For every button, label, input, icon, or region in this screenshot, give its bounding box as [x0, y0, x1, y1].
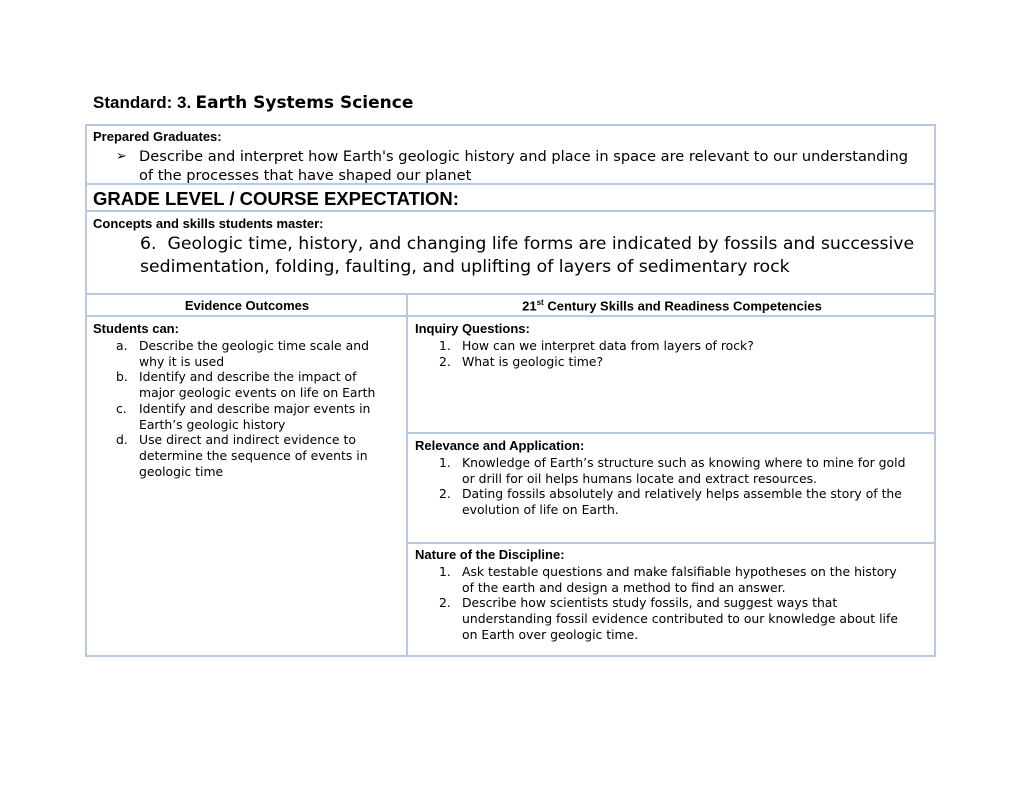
grade-level-heading: GRADE LEVEL / COURSE EXPECTATION:	[93, 188, 459, 209]
row-divider	[85, 315, 936, 317]
list-item: 2. Dating fossils absolutely and relatively helps assemble the story of the evolution of life on Earth.	[439, 486, 902, 518]
list-item: c. Identify and describe major events in Earth’s geologic history	[116, 400, 371, 432]
list-item: 1. Knowledge of Earth’s structure such as knowing where to mine for gold or drill for oil helps humans locate and extract resources.	[439, 455, 906, 486]
students-can-heading: Students can:	[93, 321, 179, 336]
nature-heading: Nature of the Discipline:	[415, 547, 565, 562]
inquiry-questions-heading: Inquiry Questions:	[415, 321, 530, 336]
list-item: 2. Describe how scientists study fossils, and suggest ways that understanding fossil evidence contributed to our knowledge about life on Earth over geologic time.	[439, 595, 898, 642]
concept-item	[140, 233, 940, 278]
list-item: a. Describe the geologic time scale and why it is used	[116, 338, 369, 369]
nature-list	[439, 564, 929, 643]
concept-text: Geologic time, history, and changing life forms are indicated by fossils and successive sedimentation, folding, faulting, and uplifting of layers of sedimentary rock	[140, 234, 915, 277]
row-divider	[85, 293, 936, 295]
list-item: b. Identify and describe the impact of major geologic events on life on Earth	[116, 369, 376, 401]
prepared-graduates-heading: Prepared Graduates:	[93, 129, 222, 144]
cell-divider	[407, 432, 936, 434]
relevance-list	[439, 455, 929, 518]
standard-heading	[93, 93, 413, 113]
evidence-list	[116, 338, 401, 479]
list-item: 2. What is geologic time?	[439, 353, 604, 369]
concept-number: 6.	[140, 234, 157, 254]
standard-label: Standard: 3.	[93, 93, 192, 112]
prepared-graduates-text: Describe and interpret how Earth's geologic history and place in space are relevant to our understanding of the processes that have shaped our planet	[139, 148, 908, 184]
inquiry-list	[439, 338, 929, 369]
cell-divider	[407, 542, 936, 544]
column-divider	[406, 294, 408, 657]
column-header-skills: 21st Century Skills and Readiness Competencies	[522, 298, 822, 314]
standard-value: Earth Systems Science	[195, 93, 414, 113]
list-item: 1. Ask testable questions and make falsifiable hypotheses on the history of the earth and design a method to find an answer.	[439, 564, 897, 595]
list-item: 1. How can we interpret data from layers of rock?	[439, 338, 754, 353]
concepts-heading: Concepts and skills students master:	[93, 216, 324, 231]
list-item: d. Use direct and indirect evidence to determine the sequence of events in geologic time	[116, 432, 368, 479]
row-divider	[85, 210, 936, 212]
relevance-heading: Relevance and Application:	[415, 438, 585, 453]
column-header-evidence: Evidence Outcomes	[184, 298, 310, 313]
arrow-bullet-icon: ➢	[116, 149, 127, 164]
